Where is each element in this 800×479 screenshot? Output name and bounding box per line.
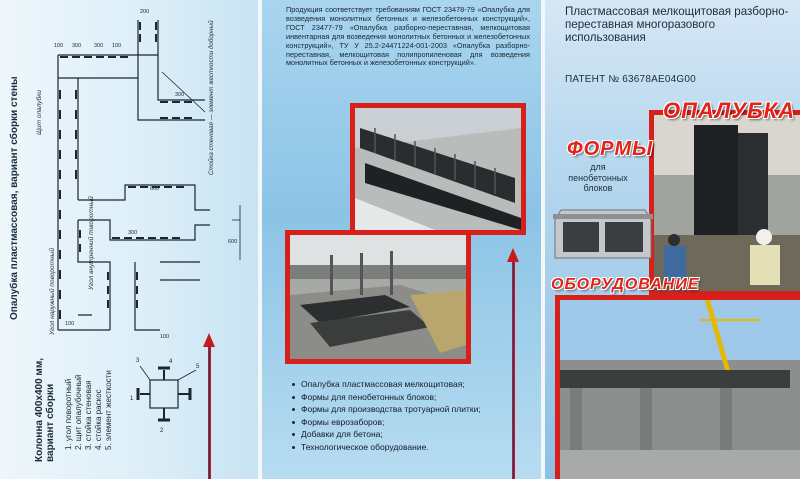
svg-text:300: 300 <box>94 43 104 49</box>
svg-text:100: 100 <box>54 43 64 49</box>
legend-item: 2. щит опалубочный <box>74 374 83 450</box>
right-panel <box>545 0 800 479</box>
wall-assembly-title: Опалубка пластмассовая, вариант сборки стены <box>9 76 20 320</box>
heading-formwork: ОПАЛУБКА <box>663 98 796 123</box>
outer-corner-label: Угол наружный поворотный <box>49 248 56 335</box>
list-item: Формы еврозаборов; <box>292 416 481 429</box>
forms-subtitle: для пенобетонных блоков <box>568 162 628 193</box>
svg-text:300: 300 <box>128 230 138 236</box>
legend-item: 4. стойка раскос <box>94 389 103 450</box>
svg-text:600: 600 <box>228 239 238 245</box>
shield-label: Щит опалубки <box>36 90 43 135</box>
svg-text:100: 100 <box>112 43 122 49</box>
list-item: Добавки для бетона; <box>292 428 481 441</box>
column-legend <box>64 340 114 450</box>
photo-formwork-site <box>350 103 526 235</box>
list-item: Опалубка пластмассовая мелкощитовая; <box>292 378 481 391</box>
column-title: Колонна 400х400 мм, вариант сборки <box>34 358 56 462</box>
list-item: Формы для пенобетонных блоков; <box>292 391 481 404</box>
svg-text:5: 5 <box>196 364 200 370</box>
block-mold-image <box>553 200 653 262</box>
photo-column-formwork <box>649 110 800 296</box>
stiffener-label: Стойка стеновая — элемент жесткости доборный <box>208 20 215 175</box>
legend-item: 3. стойка стеновая <box>84 380 93 450</box>
heading-forms: ФОРМЫ <box>567 138 654 160</box>
svg-text:300: 300 <box>72 43 82 49</box>
legend-item: 1. угол поворотный <box>64 378 73 450</box>
legend-item: 5. элемент жесткости <box>104 370 113 450</box>
heading-equipment: ОБОРУДОВАНИЕ <box>551 276 700 293</box>
arrow-head-icon <box>507 248 519 262</box>
svg-text:100: 100 <box>65 321 75 327</box>
middle-panel <box>262 0 541 479</box>
arrow-decoration <box>512 260 515 479</box>
inner-corner-label: Угол внутренний поворотный <box>88 196 95 290</box>
list-item: Технологическое оборудование. <box>292 441 481 454</box>
photo-construction-equipment <box>555 295 800 479</box>
svg-text:1: 1 <box>130 396 134 402</box>
photo-production-hall <box>285 230 471 364</box>
svg-text:3: 3 <box>136 358 140 364</box>
svg-text:600: 600 <box>150 186 160 192</box>
svg-text:4: 4 <box>169 359 173 365</box>
left-panel <box>0 0 258 479</box>
list-item: Формы для производства тротуарной плитки; <box>292 403 481 416</box>
arrow-decoration <box>208 345 211 479</box>
product-list <box>292 378 481 454</box>
product-title: Пластмассовая мелкощитовая разборно-переставная многоразового использования <box>565 5 789 44</box>
svg-text:100: 100 <box>160 334 170 340</box>
patent-number: ПАТЕНТ № 63678АЕ04G00 <box>565 74 696 85</box>
svg-text:300: 300 <box>175 92 185 98</box>
arrow-head-icon <box>203 333 215 347</box>
dim-label: 200 <box>140 9 150 15</box>
svg-text:2: 2 <box>160 428 164 434</box>
intro-text: Продукция соответствует требованиям ГОСТ 23478-79 «Опалубка для возведения монолитных бетонных и железобетонных конструкций», ГОСТ 23477-79 «Опалубка разборно-переставная, мелкощитовая инвентарная для возведения монолитных бетонных и железобетонных конструкций», ТУ У 25.2-24471224-001-2003 «Опалубка разборно-переставная, мелкощитовая полипропиленовая для возведения монолитных бетонных и железобетонных конструкций». <box>286 5 530 68</box>
